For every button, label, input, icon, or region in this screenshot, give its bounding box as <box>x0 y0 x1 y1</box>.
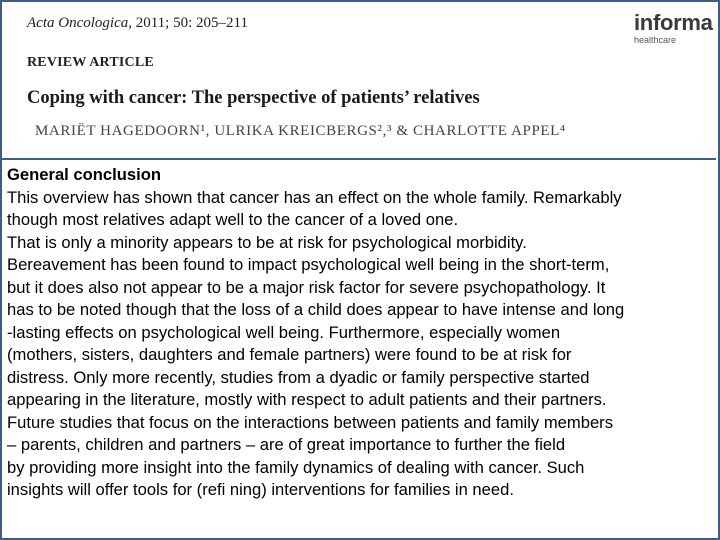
conclusion-line: but it does also not appear to be a major risk factor for severe psychopathology. It <box>7 277 606 297</box>
journal-volume-pages: 2011; 50: 205–211 <box>131 15 248 31</box>
conclusion-heading: General conclusion <box>7 165 161 184</box>
conclusion-line: distress. Only more recently, studies from a dyadic or family perspective started <box>7 367 590 387</box>
logo-subtitle: healthcare <box>634 35 677 45</box>
article-type-label: REVIEW ARTICLE <box>27 55 154 70</box>
conclusion-line: Future studies that focus on the interactions between patients and family members <box>7 412 613 432</box>
conclusion-line: -lasting effects on psychological well being. Furthermore, especially women <box>7 322 561 342</box>
conclusion-line: Bereavement has been found to impact psychological well being in the short-term, <box>7 255 610 274</box>
conclusion-line: insights will offer tools for (refi ning) interventions for families in need. <box>7 480 514 499</box>
journal-citation <box>27 15 248 32</box>
article-authors: MARIËT HAGEDOORN¹, ULRIKA KREICBERGS²,³ & CHARLOTTE APPEL⁴ <box>35 123 566 139</box>
conclusion-line: This overview has shown that cancer has an effect on the whole family. Remarkably <box>7 187 622 207</box>
conclusion-body <box>7 164 719 502</box>
conclusion-line: has to be noted though that the loss of a child does appear to have intense and long <box>7 300 625 319</box>
conclusion-line: That is only a minority appears to be at risk for psychological morbidity. <box>7 232 527 252</box>
logo-wordmark: informa <box>634 10 713 35</box>
conclusion-line: – parents, children and partners – are of great importance to further the field <box>7 435 566 454</box>
conclusion-line: appearing in the literature, mostly with respect to adult patients and their partners. <box>7 390 607 409</box>
conclusion-line: though most relatives adapt well to the cancer of a loved one. <box>7 210 459 229</box>
article-title: Coping with cancer: The perspective of patients’ relatives <box>27 88 480 108</box>
publisher-logo <box>634 12 713 45</box>
journal-name: Acta Oncologica, <box>27 15 132 31</box>
conclusion-line: by providing more insight into the family dynamics of dealing with cancer. Such <box>7 457 585 477</box>
conclusion-line: (mothers, sisters, daughters and female partners) were found to be at risk for <box>7 345 572 364</box>
